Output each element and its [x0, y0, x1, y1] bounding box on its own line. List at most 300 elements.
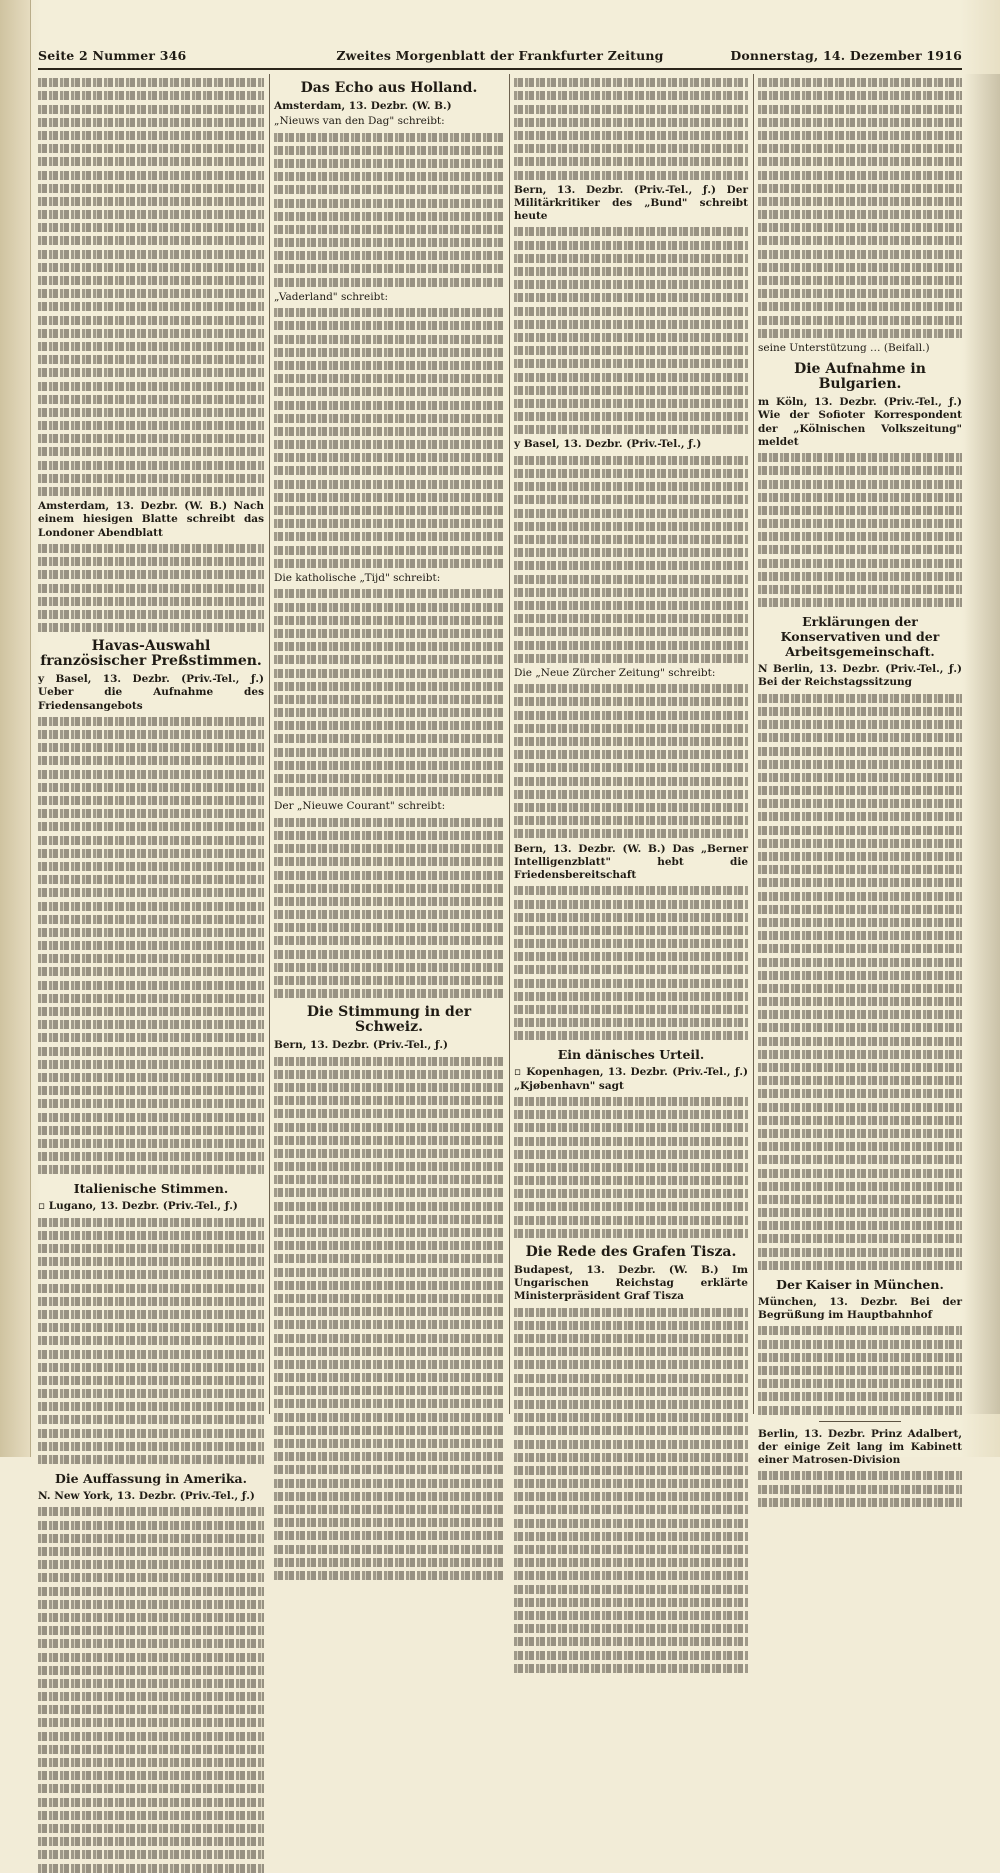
text-line: [274, 427, 504, 436]
text-line: [274, 1426, 504, 1435]
text-line: [514, 1387, 748, 1396]
text-line: [514, 333, 748, 342]
article-lead: y Basel, 13. Dezbr. (Priv.-Tel., ƒ.): [514, 438, 702, 451]
text-line: [274, 440, 504, 449]
text-line: [38, 1363, 264, 1372]
text-line: [274, 655, 504, 664]
text-line: [274, 1571, 504, 1580]
text-line: [38, 875, 264, 884]
text-line: [38, 1600, 264, 1609]
text-line: [514, 1308, 748, 1317]
text-line: [38, 289, 264, 298]
text-line: [274, 559, 504, 568]
article-heading: Das Echo aus Holland.: [300, 80, 478, 96]
text-line: [274, 642, 504, 651]
text-line: [38, 447, 264, 456]
text-line: [274, 1334, 504, 1343]
text-line: [38, 1837, 264, 1846]
text-line: [38, 382, 264, 391]
text-line: [758, 944, 962, 953]
text-line: [514, 952, 748, 961]
text-line: [38, 144, 264, 153]
text-line: [274, 818, 504, 827]
page-header: [38, 44, 962, 70]
text-line: [758, 236, 962, 245]
text-line: [274, 950, 504, 959]
article-lead: Amsterdam, 13. Dezbr. (W. B.) Nach einem hiesigen Blatte schreibt das Londoner Abendblatt: [38, 500, 264, 539]
text-line: [38, 1152, 264, 1161]
text-line: [514, 1005, 748, 1014]
text-line: [758, 105, 962, 114]
text-line: [514, 1097, 748, 1106]
article-lead: N. New York, 13. Dezbr. (Priv.-Tel., ƒ.): [38, 1490, 255, 1503]
text-line: [758, 786, 962, 795]
text-line: [274, 1439, 504, 1448]
text-line: [758, 1116, 962, 1125]
text-line: [514, 1453, 748, 1462]
article-subhead: „Vaderland" schreibt:: [274, 290, 389, 303]
text-line: [514, 386, 748, 395]
text-line: [758, 506, 962, 515]
text-line: [38, 316, 264, 325]
text-line: [38, 171, 264, 180]
text-line: [514, 992, 748, 1001]
text-line: [758, 1471, 962, 1480]
article-heading: Ein dänisches Urteil.: [557, 1047, 705, 1063]
text-line: [38, 1244, 264, 1253]
article-lead: Bern, 13. Dezbr. (W. B.) Das „Berner Intelligenzblatt" hebt die Friedensbereitschaft: [514, 842, 748, 881]
text-line: [758, 1379, 962, 1388]
text-line: [514, 1176, 748, 1185]
text-line: [514, 1440, 748, 1449]
text-line: [38, 1336, 264, 1345]
text-line: [514, 1664, 748, 1673]
text-line: [38, 610, 264, 619]
text-line: [274, 1109, 504, 1118]
text-line: [38, 1587, 264, 1596]
text-line: [274, 1096, 504, 1105]
text-line: [38, 954, 264, 963]
text-line: [38, 888, 264, 897]
text-line: [274, 1254, 504, 1263]
text-line: [758, 276, 962, 285]
text-line: [758, 1155, 962, 1164]
text-line: [758, 984, 962, 993]
text-line: [38, 1020, 264, 1029]
text-line: [274, 1281, 504, 1290]
text-line: [758, 1208, 962, 1217]
text-line: [38, 131, 264, 140]
text-line: [514, 750, 748, 759]
text-line: [38, 862, 264, 871]
article-subhead: Die „Neue Zürcher Zeitung" schreibt:: [514, 666, 716, 679]
text-line: [514, 509, 748, 518]
text-line: [38, 836, 264, 845]
article-subhead: „Nieuws van den Dag" schreibt:: [274, 115, 445, 128]
text-line: [514, 1466, 748, 1475]
text-line: [758, 733, 962, 742]
text-line: [758, 171, 962, 180]
text-line: [274, 1149, 504, 1158]
text-line: [38, 743, 264, 752]
text-line: [758, 329, 962, 338]
text-line: [514, 359, 748, 368]
text-line: [38, 1864, 264, 1873]
text-line: [758, 707, 962, 716]
text-line: [514, 913, 748, 922]
text-line: [38, 1850, 264, 1859]
text-line: [274, 976, 504, 985]
text-line: [514, 456, 748, 465]
text-line: [514, 627, 748, 636]
text-line: [274, 506, 504, 515]
text-line: [274, 401, 504, 410]
text-line: [758, 918, 962, 927]
text-line: [38, 408, 264, 417]
text-line: [514, 601, 748, 610]
text-line: [758, 1182, 962, 1191]
text-line: [758, 1406, 962, 1415]
text-line: [38, 1297, 264, 1306]
text-line: [514, 1334, 748, 1343]
article-lead: Bern, 13. Dezbr. (Priv.-Tel., ƒ.) Der Militärkritiker des „Bund" schreibt heute: [514, 183, 748, 223]
text-line: [38, 623, 264, 632]
text-line: [514, 78, 748, 87]
page-edge-shadow: [964, 74, 1000, 1414]
column-rule: [509, 74, 510, 1414]
text-line: [38, 210, 264, 219]
text-line: [38, 1507, 264, 1516]
text-line: [758, 466, 962, 475]
text-line: [38, 1573, 264, 1582]
text-line: [274, 963, 504, 972]
text-line: [38, 302, 264, 311]
text-line: [274, 361, 504, 370]
text-line: [758, 865, 962, 874]
text-line: [38, 487, 264, 496]
text-line: [38, 78, 264, 87]
text-line: [758, 694, 962, 703]
text-line: [274, 774, 504, 783]
text-line: [758, 184, 962, 193]
text-line: [514, 561, 748, 570]
text-line: [38, 809, 264, 818]
text-line: [274, 1268, 504, 1277]
text-line: [274, 1320, 504, 1329]
column-2: [274, 74, 504, 1414]
text-line: [758, 799, 962, 808]
text-line: [38, 796, 264, 805]
text-line: [514, 777, 748, 786]
text-line: [514, 1545, 748, 1554]
text-line: [274, 1558, 504, 1567]
text-line: [274, 348, 504, 357]
text-line: [758, 131, 962, 140]
text-line: [38, 783, 264, 792]
text-line: [38, 849, 264, 858]
text-line: [38, 1442, 264, 1451]
text-line: [38, 1679, 264, 1688]
text-line: [274, 923, 504, 932]
text-line: [274, 1083, 504, 1092]
text-line: [758, 1498, 962, 1507]
text-line: [274, 857, 504, 866]
text-line: [514, 724, 748, 733]
text-line: [38, 1389, 264, 1398]
text-line: [514, 105, 748, 114]
text-line: [38, 105, 264, 114]
text-line: [38, 1692, 264, 1701]
text-line: [758, 1248, 962, 1257]
text-line: [38, 1534, 264, 1543]
text-line: [274, 936, 504, 945]
text-line: [758, 760, 962, 769]
text-line: [758, 1221, 962, 1230]
masthead: Zweites Morgenblatt der Frankfurter Zeitung: [336, 48, 664, 63]
text-line: [38, 1639, 264, 1648]
text-line: [38, 1771, 264, 1780]
text-line: [758, 493, 962, 502]
text-line: [274, 761, 504, 770]
text-line: [274, 787, 504, 796]
text-line: [514, 1150, 748, 1159]
column-3: [514, 74, 748, 1414]
article-subhead: Die katholische „Tijd" schreibt:: [274, 571, 441, 584]
text-line: [758, 812, 962, 821]
text-line: [514, 548, 748, 557]
text-line: [514, 91, 748, 100]
text-line: [514, 1426, 748, 1435]
text-line: [758, 1261, 962, 1270]
text-line: [38, 1350, 264, 1359]
text-line: [514, 1374, 748, 1383]
text-line: [758, 91, 962, 100]
text-line: [274, 734, 504, 743]
text-line: [514, 1505, 748, 1514]
text-line: [38, 902, 264, 911]
text-line: [758, 289, 962, 298]
text-line: [38, 474, 264, 483]
text-line: [274, 1492, 504, 1501]
text-line: [758, 78, 962, 87]
text-line: [274, 669, 504, 678]
article-heading: Die Stimmung in der Schweiz.: [306, 1004, 472, 1036]
text-line: [274, 212, 504, 221]
text-line: [758, 316, 962, 325]
text-line: [38, 1798, 264, 1807]
article-lead: N Berlin, 13. Dezbr. (Priv.-Tel., ƒ.) Bei der Reichstagssitzung: [758, 663, 962, 689]
text-line: [514, 1321, 748, 1330]
text-line: [514, 227, 748, 236]
text-line: [758, 1076, 962, 1085]
text-line: [758, 157, 962, 166]
text-line: [274, 1518, 504, 1527]
text-line: [274, 721, 504, 730]
text-line: [514, 790, 748, 799]
text-line: [38, 730, 264, 739]
text-line: [758, 1326, 962, 1335]
text-line: [514, 829, 748, 838]
text-line: [514, 939, 748, 948]
text-line: [38, 1784, 264, 1793]
text-line: [274, 589, 504, 598]
text-line: [514, 399, 748, 408]
text-line: [274, 264, 504, 273]
text-line: [38, 1376, 264, 1385]
text-line: [274, 629, 504, 638]
text-line: [514, 254, 748, 263]
text-line: [274, 844, 504, 853]
text-line: [514, 495, 748, 504]
text-line: [38, 1613, 264, 1622]
text-line: [274, 1175, 504, 1184]
article-lead: ▫ Lugano, 13. Dezbr. (Priv.-Tel., ƒ.): [38, 1200, 238, 1213]
text-line: [38, 1415, 264, 1424]
text-line: [274, 1452, 504, 1461]
text-line: [274, 897, 504, 906]
text-line: [38, 981, 264, 990]
article-heading: Die Aufnahme in Bulgarien.: [794, 361, 926, 393]
text-line: [514, 241, 748, 250]
text-line: [274, 1123, 504, 1132]
text-line: [514, 1598, 748, 1607]
text-line: [38, 915, 264, 924]
text-line: [38, 1218, 264, 1227]
text-line: [274, 871, 504, 880]
article-heading: Italienische Stimmen.: [73, 1181, 229, 1197]
text-line: [274, 1399, 504, 1408]
text-line: [758, 1353, 962, 1362]
text-line: [274, 682, 504, 691]
text-line: [758, 519, 962, 528]
text-line: [758, 1340, 962, 1349]
text-line: [38, 1455, 264, 1464]
text-line: [514, 1018, 748, 1027]
text-line: [514, 697, 748, 706]
text-line: [514, 293, 748, 302]
text-line: [758, 1063, 962, 1072]
text-line: [38, 1099, 264, 1108]
text-line: [38, 1758, 264, 1767]
article-lead: m Köln, 13. Dezbr. (Priv.-Tel., ƒ.) Wie der Sofioter Korrespondent der „Kölnischen Volkszeitung" meldet: [758, 396, 962, 448]
text-line: [274, 1386, 504, 1395]
text-line: [274, 532, 504, 541]
text-line: [758, 1195, 962, 1204]
text-line: [38, 994, 264, 1003]
text-line: [514, 1163, 748, 1172]
text-line: [38, 434, 264, 443]
text-line: [274, 185, 504, 194]
text-line: [758, 250, 962, 259]
text-line: [38, 1165, 264, 1174]
text-line: [514, 1347, 748, 1356]
text-line: [758, 1129, 962, 1138]
text-line: [514, 965, 748, 974]
text-line: [38, 395, 264, 404]
text-line: [38, 941, 264, 950]
text-line: [38, 1033, 264, 1042]
text-line: [274, 1413, 504, 1422]
text-line: [38, 184, 264, 193]
article-lead: Budapest, 13. Dezbr. (W. B.) Im Ungarischen Reichstag erklärte Ministerpräsident Graf Tisza: [514, 1263, 748, 1303]
text-line: [514, 267, 748, 276]
column-4: [758, 74, 962, 1466]
text-line: [274, 1347, 504, 1356]
text-line: [514, 1229, 748, 1238]
text-line: [38, 1705, 264, 1714]
text-line: [38, 461, 264, 470]
text-line: [274, 1057, 504, 1066]
text-line: [514, 575, 748, 584]
text-line: [274, 278, 504, 287]
article-lead: Amsterdam, 13. Dezbr. (W. B.): [274, 100, 452, 112]
text-line: [38, 1073, 264, 1082]
text-line: [514, 412, 748, 421]
text-line: [274, 374, 504, 383]
text-line: [758, 826, 962, 835]
text-line: [758, 1234, 962, 1243]
text-line: [514, 535, 748, 544]
text-line: [514, 1189, 748, 1198]
article-lead: Bern, 13. Dezbr. (Priv.-Tel., ƒ.): [274, 1039, 449, 1052]
article-heading: Erklärungen der Konservativen und der Arbeitsgemeinschaft.: [780, 614, 940, 660]
article-heading: Die Auffassung in Amerika.: [55, 1471, 247, 1487]
text-line: [758, 532, 962, 541]
column-1: [38, 74, 264, 1503]
text-line: [274, 159, 504, 168]
text-line: [38, 355, 264, 364]
text-line: [274, 1215, 504, 1224]
text-line: [38, 1113, 264, 1122]
text-line: [38, 1310, 264, 1319]
text-line: [274, 199, 504, 208]
article-heading: Die Rede des Grafen Tisza.: [525, 1243, 737, 1260]
text-line: [514, 816, 748, 825]
text-line: [38, 1086, 264, 1095]
text-line: [38, 1732, 264, 1741]
text-line: [758, 453, 962, 462]
text-line: [274, 225, 504, 234]
text-line: [758, 302, 962, 311]
text-line: [514, 320, 748, 329]
text-line: [514, 614, 748, 623]
text-line: [38, 91, 264, 100]
text-line: [274, 1136, 504, 1145]
text-line: [514, 1479, 748, 1488]
page-binding: [0, 0, 31, 1457]
text-line: [514, 144, 748, 153]
text-line: [514, 1413, 748, 1422]
text-line: [758, 852, 962, 861]
text-line: [514, 1585, 748, 1594]
text-line: [514, 1611, 748, 1620]
text-line: [38, 597, 264, 606]
text-line: [38, 1323, 264, 1332]
text-line: [514, 1216, 748, 1225]
text-line: [38, 1007, 264, 1016]
text-line: [38, 421, 264, 430]
text-line: [758, 598, 962, 607]
text-line: [274, 387, 504, 396]
text-line: [758, 585, 962, 594]
text-line: [514, 425, 748, 434]
text-line: [758, 905, 962, 914]
text-line: [514, 1137, 748, 1146]
text-line: [38, 928, 264, 937]
text-line: [274, 1545, 504, 1554]
text-line: [758, 1103, 962, 1112]
text-line: [274, 172, 504, 181]
